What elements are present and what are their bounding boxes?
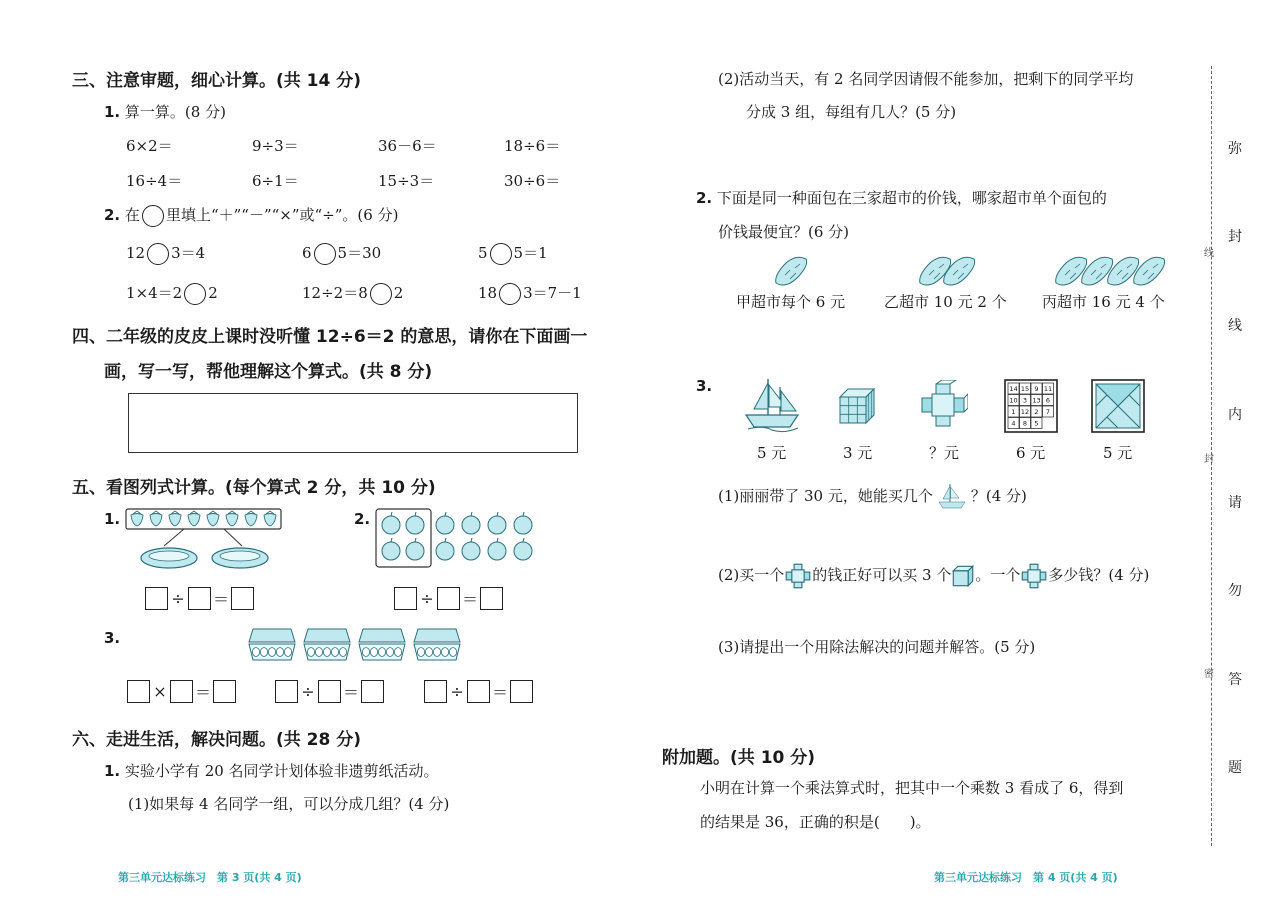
sub1-text-a: (1)丽丽带了 30 元，她能买几个 [718,487,933,505]
egg-cartons-figure [245,626,465,666]
answer-box[interactable] [510,680,533,703]
equation-boxes [394,587,503,610]
calc-item: 15÷3＝ [378,172,435,190]
fill-item [302,282,403,305]
answer-box[interactable] [480,587,503,610]
r-q3-sub2 [718,562,1149,590]
sub2-text-c: 。一个 [975,566,1021,584]
p5-q1-number: 1. [104,510,121,528]
fill-item [478,242,548,265]
strawberry-plates-figure [124,506,284,576]
operator: × [153,682,167,701]
s6-q1-sub2-line2: 分成 3 组，每组有几人？(5 分) [746,103,957,121]
bread-figure [770,255,1170,289]
answer-box[interactable] [275,680,298,703]
answer-box[interactable] [424,680,447,703]
tangram-icon [1091,379,1145,433]
puzzle-number: 1 [1011,408,1016,417]
apple-icon [488,512,506,534]
toy-price: ？元 [929,444,960,462]
equation-boxes [424,680,533,703]
margin-char: 勿 [1228,583,1242,599]
r-q3-sub1 [718,482,1027,512]
margin-char: 请 [1228,495,1242,511]
calc-item: 9÷3＝ [252,137,299,155]
burr-puzzle-icon [784,562,812,590]
bread-label: 丙超市 16 元 4 个 [1042,293,1165,311]
equation-boxes [145,587,254,610]
apple-icon [488,538,506,560]
s6-q1-sub1: (1)如果每 4 名同学一组，可以分成几组？(4 分) [128,795,450,813]
margin-char: 弥 [1228,141,1242,157]
puzzle-number: 4 [1011,419,1016,428]
puzzle-number: 11 [1043,385,1053,394]
burr-puzzle-icon [1020,562,1048,590]
cube-icon [836,385,878,427]
footer-left: 第三单元达标练习 第 3 页(共 4 页) [118,871,302,884]
answer-box[interactable] [213,680,236,703]
puzzle-number: 3 [1022,396,1028,405]
bonus-title: 附加题。(共 10 分) [662,748,816,768]
sailboat-icon [933,482,971,512]
answer-circle[interactable] [370,283,392,305]
fill-post: 3＝4 [171,244,206,262]
apple-icon [382,512,400,534]
strawberry-icon [264,511,276,526]
apple-icon [382,538,400,560]
margin-char: 答 [1228,672,1242,688]
drawing-answer-box[interactable] [128,393,578,453]
puzzle-number: 5 [1034,419,1039,428]
q2-number: 2. [104,206,121,224]
strawberry-icon [150,511,162,526]
fill-pre: 12 [126,244,146,262]
egg-carton-icon [359,629,405,660]
s6-q1 [104,760,439,781]
fill-pre: 12÷2＝8 [302,284,368,302]
operator: ÷ [301,682,315,701]
answer-box[interactable] [170,680,193,703]
puzzle-number: 7 [1045,408,1051,417]
strawberry-icon [131,511,143,526]
fill-post: 2 [393,284,404,302]
apple-icon [436,538,454,560]
toy-price: 3 元 [843,444,873,462]
r-q2-number: 2. [696,189,713,207]
toy-price: 6 元 [1016,444,1046,462]
fill-post: 5＝30 [337,244,382,262]
answer-box[interactable] [437,587,460,610]
bonus-line1: 小明在计算一个乘法算式时，把其中一个乘数 3 看成了 6，得到 [700,779,1124,797]
fill-pre: 18 [478,284,498,302]
operator: ÷ [450,682,464,701]
apple-icon [406,538,424,560]
footer-right: 第三单元达标练习 第 4 页(共 4 页) [934,871,1118,884]
answer-circle[interactable] [147,243,169,265]
bread-label: 乙超市 10 元 2 个 [884,293,1007,311]
answer-box[interactable] [361,680,384,703]
circle-symbol-icon [142,205,164,227]
answer-box[interactable] [127,680,150,703]
apple-icon [406,512,424,534]
fill-item [126,242,205,265]
bread-row [776,257,1165,285]
puzzle-number: 12 [1020,408,1030,417]
fill-post: 2 [208,284,218,302]
r-q2-line2: 价钱最便宜？(6 分) [718,223,850,241]
calc-item: 18÷6＝ [504,137,561,155]
calc-item: 6÷1＝ [252,172,299,190]
operator: ＝ [491,683,508,702]
fill-item [302,242,381,265]
margin-char: 题 [1228,760,1242,776]
calc-item: 36－6＝ [378,137,437,155]
q1-header [104,101,226,122]
egg-carton-icon [304,629,350,660]
egg-carton-row [249,629,460,660]
calc-item: 16÷4＝ [126,172,183,190]
apple-icon [514,512,532,534]
egg-carton-icon [249,629,295,660]
egg-carton-icon [414,629,460,660]
puzzle-number: 9 [1034,385,1039,394]
strawberry-icon [207,511,219,526]
equation-boxes [275,680,384,703]
puzzle-number: 15 [1020,385,1030,394]
bonus-line2: 的结果是 36，正确的积是( )。 [700,813,931,831]
sub2-text-b: 的钱正好可以买 3 个 [812,566,952,584]
sliding-puzzle-icon [1004,379,1058,433]
burr-puzzle-icon [918,380,968,430]
s6-q1-sub2-line1: (2)活动当天，有 2 名同学因请假不能参加，把剩下的同学平均 [718,70,1134,88]
sailboat-icon [742,375,802,435]
answer-box[interactable] [467,680,490,703]
operator: ＝ [194,683,211,702]
section-3-title: 三、注意审题，细心计算。(共 14 分) [72,71,362,91]
apple-grid [382,512,532,560]
fill-item [126,282,218,305]
r-q3-sub3: (3)请提出一个用除法解决的问题并解答。(5 分) [718,638,1036,656]
p5-q3-number: 3. [104,629,121,647]
answer-box[interactable] [318,680,341,703]
q1-number: 1. [104,103,121,121]
puzzle-number: 2 [1034,408,1039,417]
apple-icon [462,538,480,560]
answer-circle[interactable] [490,243,512,265]
answer-box[interactable] [145,587,168,610]
r-q3-number: 3. [696,377,713,395]
section-6-title: 六、走进生活，解决问题。(共 28 分) [72,730,362,750]
apple-icon [462,512,480,534]
puzzle-number: 13 [1032,396,1041,405]
answer-circle[interactable] [184,283,206,305]
apples-figure [374,507,539,571]
section-4-title-line2: 画，写一写，帮他理解这个算式。(共 8 分) [104,362,433,382]
s6-q1-text: 实验小学有 20 名同学计划体验非遗剪纸活动。 [124,762,439,780]
calc-item: 30÷6＝ [504,172,561,190]
s6-q1-number: 1. [104,762,121,780]
strawberry-icon [169,511,181,526]
equation-boxes [127,680,236,703]
q2-header [104,204,398,227]
margin-char: 封 [1228,229,1242,245]
bread-label: 甲超市每个 6 元 [736,293,846,311]
answer-box[interactable] [188,587,211,610]
sub2-text-d: 多少钱？(4 分) [1048,566,1150,584]
strawberry-icon [226,511,238,526]
strawberry-icon [188,511,200,526]
section-4-title-line1: 四、二年级的皮皮上课时没听懂 12÷6＝2 的意思，请你在下面画一 [72,327,588,347]
fill-post: 3＝7－1 [523,284,582,302]
operator: ＝ [212,590,229,609]
answer-circle[interactable] [499,283,521,305]
p5-q2-number: 2. [354,510,371,528]
r-q2-text: 下面是同一种面包在三家超市的价钱，哪家超市单个面包的 [716,189,1107,207]
seal-mark: 线 [1204,248,1214,259]
sub1-text-b: ？(4 分) [970,487,1027,505]
operator: ÷ [420,589,434,608]
fill-item [478,282,582,305]
toy-price: 5 元 [1103,444,1133,462]
toy-price: 5 元 [757,444,787,462]
operator: ＝ [342,683,359,702]
puzzle-number: 14 [1009,385,1018,394]
answer-box[interactable] [394,587,417,610]
r-q2-line1 [696,187,1107,208]
puzzle-number: 8 [1022,419,1028,428]
q2-text-b: 里填上“＋”“－”“×”或“÷”。(6 分) [165,206,399,224]
margin-char: 线 [1228,318,1242,334]
sub2-text-a: (2)买一个 [718,566,785,584]
fill-pre: 6 [302,244,312,262]
cube-icon [951,564,975,588]
q1-text: 算一算。(8 分) [124,103,226,121]
fill-pre: 5 [478,244,488,262]
fill-pre: 1×4＝2 [126,284,183,302]
q2-text-a: 在 [124,206,140,224]
operator: ＝ [461,590,478,609]
section-5-title: 五、看图列式计算。(每个算式 2 分，共 10 分) [72,478,436,498]
strawberry-icon [245,511,257,526]
fill-post: 5＝1 [513,244,548,262]
strawberry-row [131,511,276,526]
bread-icon [776,257,807,285]
seal-mark: 封 [1204,454,1214,465]
answer-circle[interactable] [314,243,336,265]
margin-char: 内 [1228,407,1242,423]
operator: ÷ [171,589,185,608]
apple-icon [514,538,532,560]
apple-icon [436,512,454,534]
puzzle-number: 10 [1009,396,1018,405]
seal-mark: 密 [1204,669,1214,680]
puzzle-number: 6 [1045,396,1051,405]
calc-item: 6×2＝ [126,137,173,155]
answer-box[interactable] [231,587,254,610]
